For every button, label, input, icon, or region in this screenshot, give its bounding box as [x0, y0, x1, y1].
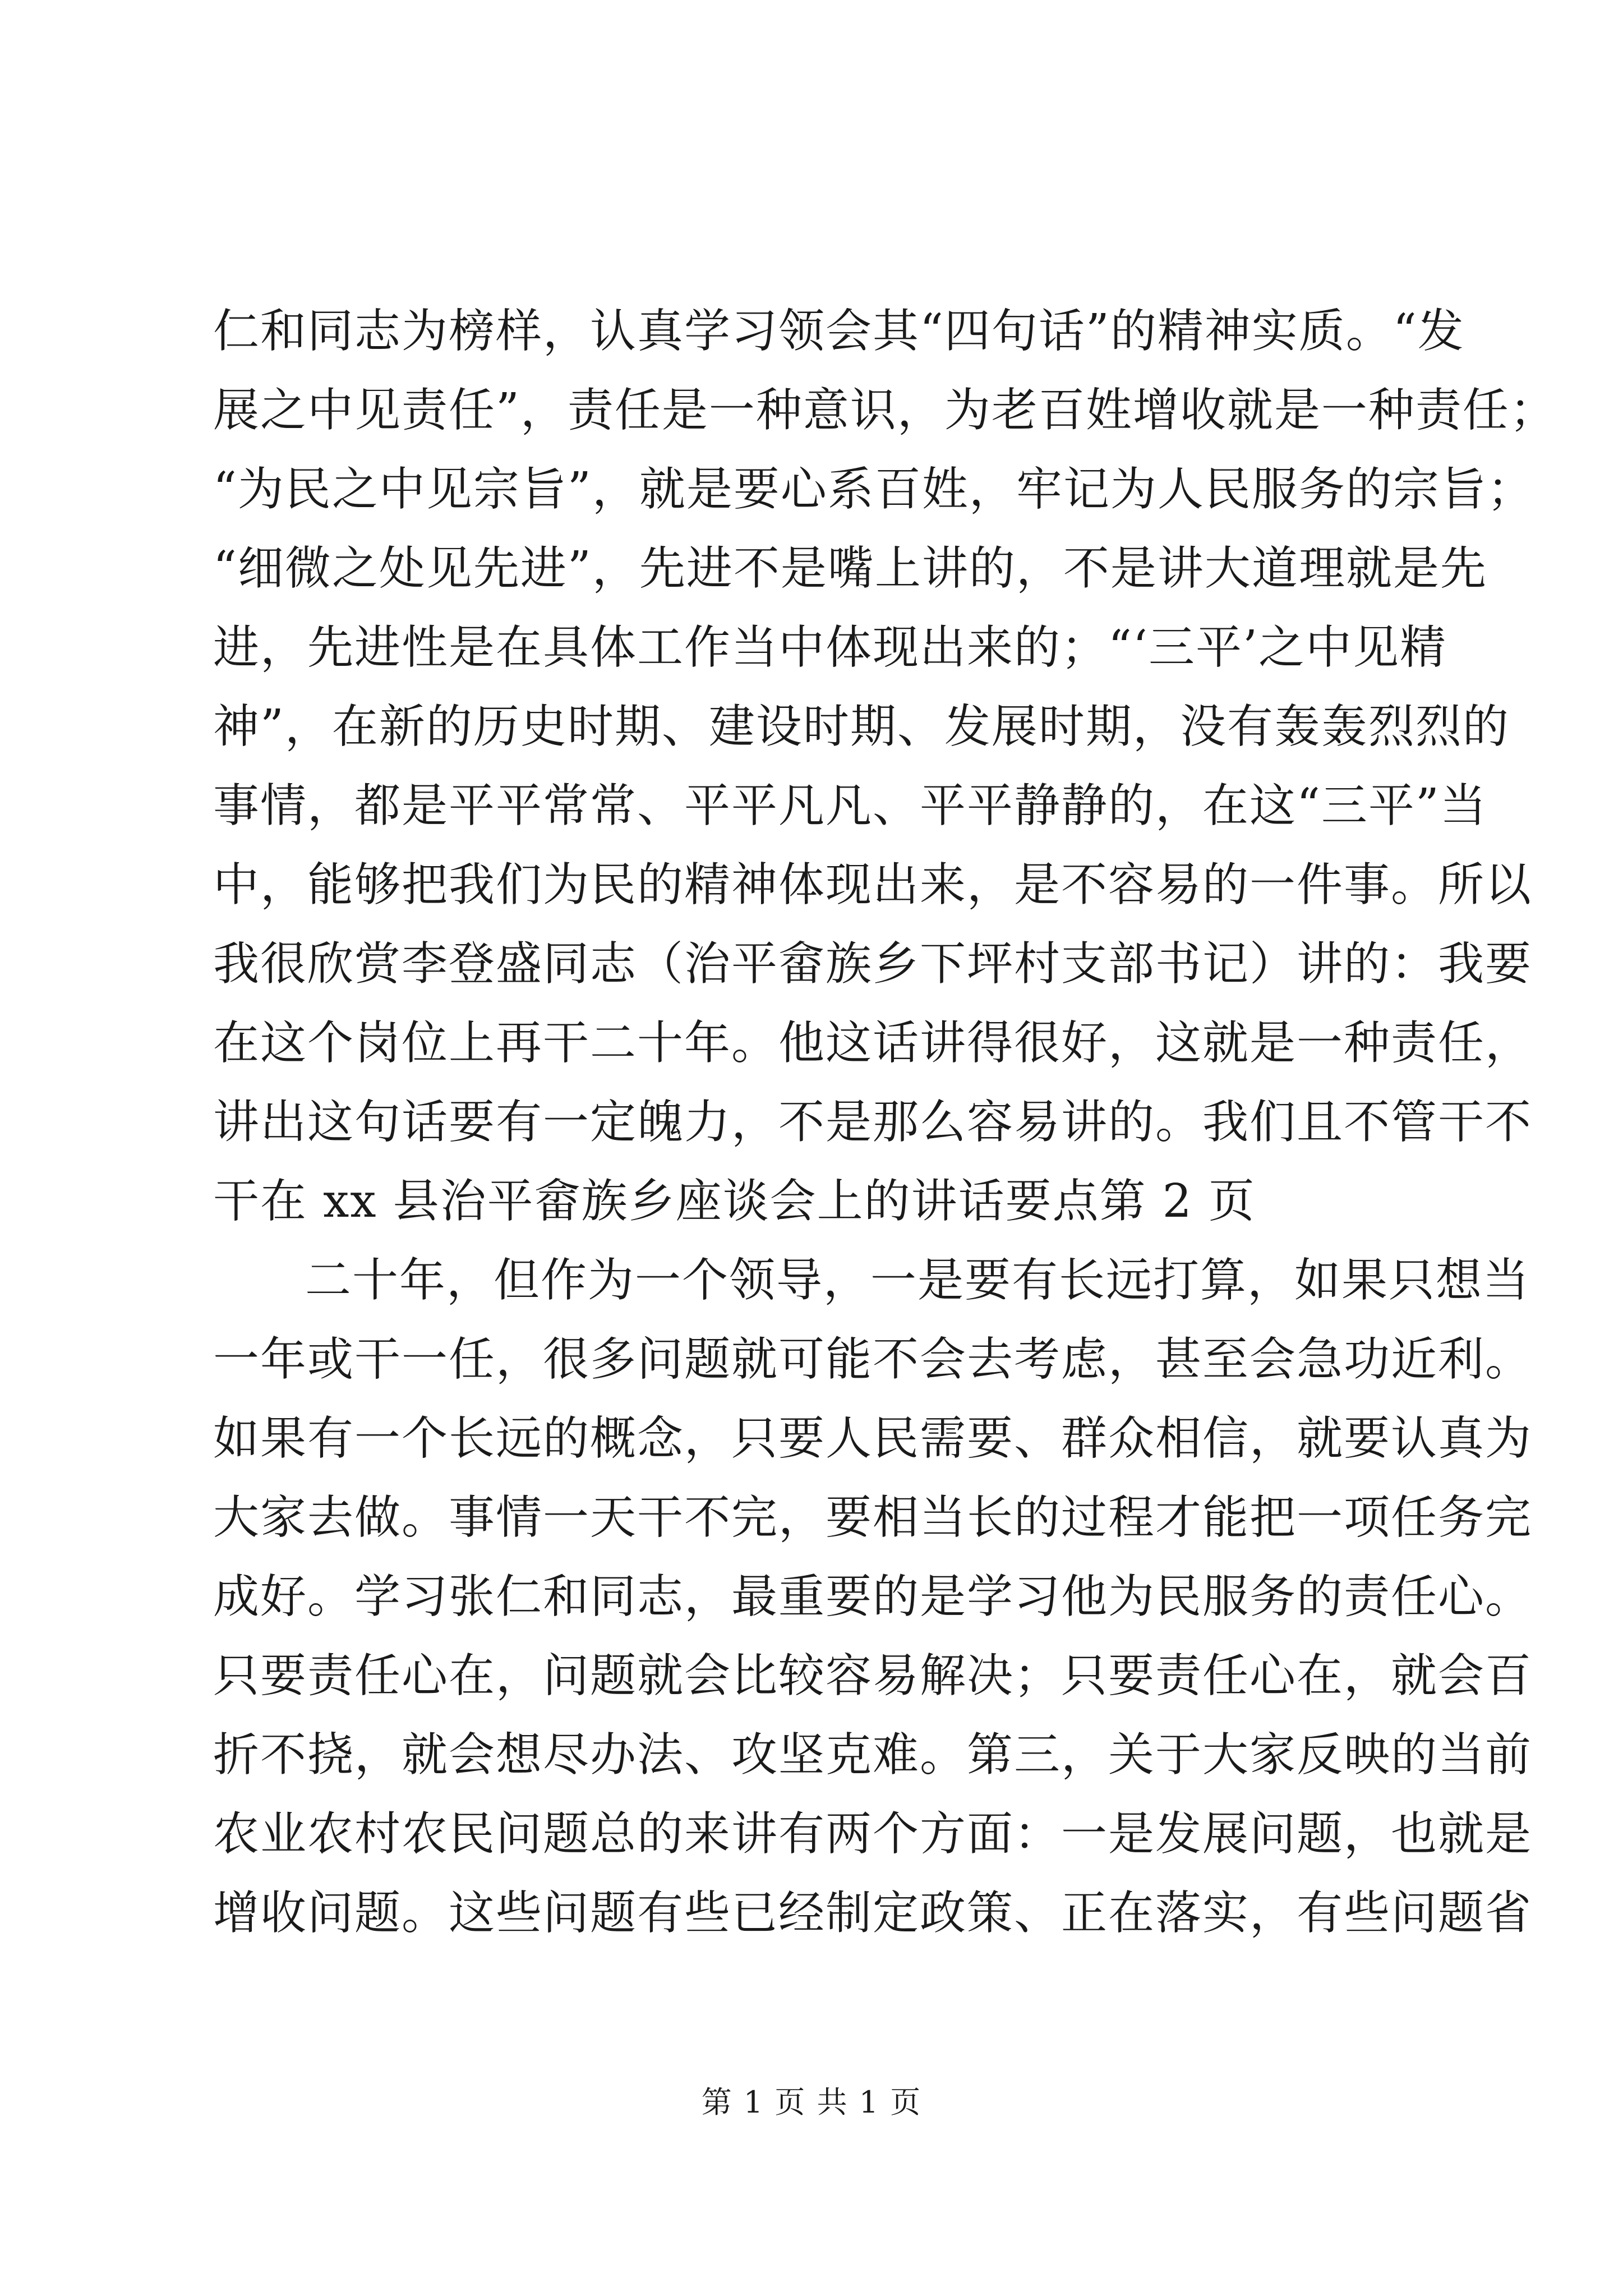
text-line: “为民之中见宗旨”，就是要心系百姓，牢记为人民服务的宗旨； — [213, 463, 1534, 516]
paragraph-first-line: 二十年，但作为一个领导，一是要有长远打算，如果只想当 — [305, 1254, 1530, 1307]
text-line: 仁和同志为榜样，认真学习领会其“四句话”的精神实质。“发 — [213, 305, 1465, 358]
page-footer: 第 1 页 共 1 页 — [701, 2085, 922, 2120]
text-line: 增收问题。这些问题有些已经制定政策、正在落实，有些问题省 — [213, 1887, 1533, 1940]
text-line: 只要责任心在，问题就会比较容易解决；只要责任心在，就会百 — [213, 1649, 1533, 1703]
text-line: 中，能够把我们为民的精神体现出来，是不容易的一件事。所以 — [213, 858, 1533, 912]
text-line: 大家去做。事情一天干不完，要相当长的过程才能把一项任务完 — [213, 1491, 1533, 1544]
text-line: 一年或干一任，很多问题就可能不会去考虑，甚至会急功近利。 — [213, 1333, 1533, 1386]
text-line: 在这个岗位上再干二十年。他这话讲得很好，这就是一种责任， — [213, 1016, 1533, 1070]
text-line: 事情，都是平平常常、平平凡凡、平平静静的，在这“三平”当 — [213, 779, 1487, 832]
text-line: 讲出这句话要有一定魄力，不是那么容易讲的。我们且不管干不 — [213, 1096, 1533, 1149]
text-line: 干在 xx 县治平畲族乡座谈会上的讲话要点第 2 页 — [213, 1175, 1256, 1228]
text-line: 神”，在新的历史时期、建设时期、发展时期，没有轰轰烈烈的 — [213, 700, 1510, 753]
text-line: 农业农村农民问题总的来讲有两个方面：一是发展问题，也就是 — [213, 1807, 1533, 1861]
text-line: “细微之处见先进”，先进不是嘴上讲的，不是讲大道理就是先 — [213, 542, 1487, 595]
text-line: 进，先进性是在具体工作当中体现出来的；“‘三平’之中见精 — [213, 621, 1447, 674]
text-line: 我很欣赏李登盛同志（治平畲族乡下坪村支部书记）讲的：我要 — [213, 937, 1533, 991]
text-line: 展之中见责任”，责任是一种意识，为老百姓增收就是一种责任； — [213, 384, 1557, 437]
text-line: 折不挠，就会想尽办法、攻坚克难。第三，关于大家反映的当前 — [213, 1728, 1533, 1782]
document-body — [213, 292, 1557, 1953]
text-line: 如果有一个长远的概念，只要人民需要、群众相信，就要认真为 — [213, 1412, 1533, 1465]
text-line: 成好。学习张仁和同志，最重要的是学习他为民服务的责任心。 — [213, 1570, 1533, 1623]
